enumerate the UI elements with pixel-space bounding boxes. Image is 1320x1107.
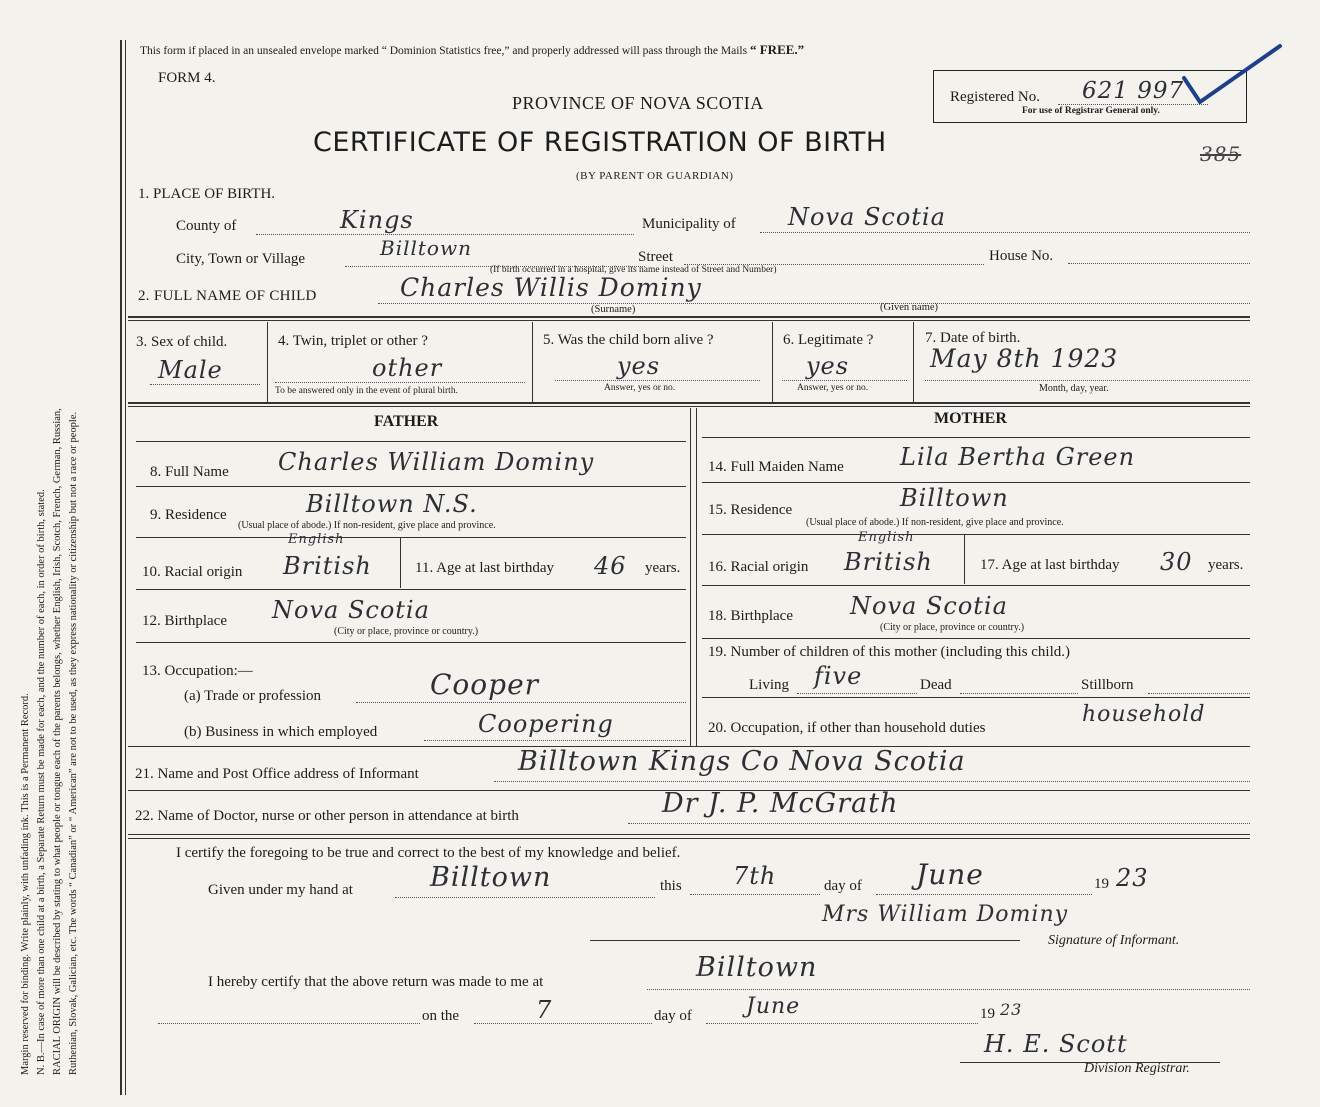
father-race-top: English xyxy=(288,532,345,547)
mother-age-label: 17. Age at last birthday xyxy=(980,557,1120,573)
rule-father-heading xyxy=(136,441,686,442)
mother-residence-label: 15. Residence xyxy=(708,502,793,518)
father-birthplace-note: (City or place, province or country.) xyxy=(334,626,479,637)
alive-value: yes xyxy=(617,352,661,380)
given-label: Given under my hand at xyxy=(208,882,353,898)
father-trade-value: Cooper xyxy=(430,668,540,701)
cert-this-label: this xyxy=(660,878,682,894)
father-birthplace-label: 12. Birthplace xyxy=(142,613,227,629)
father-race-label: 10. Racial origin xyxy=(142,564,243,580)
mother-dead-line xyxy=(960,693,1078,694)
city-value: Billtown xyxy=(380,236,472,260)
father-race-value: British xyxy=(283,552,372,580)
rule-mother-15 xyxy=(702,534,1250,535)
rule-father-8 xyxy=(136,486,686,487)
rule-mother-16 xyxy=(702,585,1250,586)
city-label: City, Town or Village xyxy=(176,251,306,267)
sex-line xyxy=(150,384,260,385)
cert-day-of-label: day of xyxy=(824,878,862,894)
father-residence-note: (Usual place of abode.) If non-resident, give place and province. xyxy=(238,520,496,531)
legitimate-value: yes xyxy=(806,352,850,380)
doctor-label: 22. Name of Doctor, nurse or other person in attendance at birth xyxy=(135,808,519,824)
mother-birthplace-note: (City or place, province or country.) xyxy=(880,622,1025,633)
child-name-line xyxy=(378,303,1250,304)
registrar-signature-label: Division Registrar. xyxy=(1084,1061,1190,1076)
registrar-statement: I hereby certify that the above return was made to me at xyxy=(208,974,544,990)
margin-note-line-4: Ruthenian, Slovak, Galician, etc. The words “ Canadian” or “ American” are not to be used, as they express nationality or citizenship but not a race or people. xyxy=(68,411,79,1075)
cert-year-prefix: 19 xyxy=(1094,876,1109,892)
mother-birthplace-value: Nova Scotia xyxy=(850,592,1008,620)
divider-5-6 xyxy=(772,322,773,402)
legitimate-label: 6. Legitimate ? xyxy=(783,332,874,348)
mother-living-line xyxy=(797,693,917,694)
twin-note: To be answered only in the event of plural birth. xyxy=(275,386,458,396)
mother-living-value: five xyxy=(814,662,863,690)
rule-mother-14 xyxy=(702,482,1250,483)
registered-number: 621 997 xyxy=(1082,78,1185,104)
father-name-value: Charles William Dominy xyxy=(278,448,595,476)
province-heading: PROVINCE OF NOVA SCOTIA xyxy=(512,93,764,113)
father-occupation-label: 13. Occupation:— xyxy=(142,663,253,679)
mother-age-value: 30 xyxy=(1160,548,1193,576)
doctor-value: Dr J. P. McGrath xyxy=(662,788,899,819)
mother-dead-label: Dead xyxy=(920,677,952,693)
mail-note-text: This form if placed in an unsealed envelope marked “ Dominion Statistics free,” and properly addressed will pass through the Mails xyxy=(140,45,748,57)
alive-note: Answer, yes or no. xyxy=(604,383,676,393)
informant-value: Billtown Kings Co Nova Scotia xyxy=(518,746,966,777)
mail-note-free: “ FREE.” xyxy=(749,42,805,57)
mother-race-label: 16. Racial origin xyxy=(708,559,809,575)
mother-residence-note: (Usual place of abode.) If non-resident, give place and province. xyxy=(806,517,1064,528)
mother-race-top: English xyxy=(858,530,915,545)
registrar-year-value: 23 xyxy=(1000,1000,1023,1019)
registrar-place-value: Billtown xyxy=(696,952,818,983)
mother-race-divider xyxy=(964,534,965,584)
cert-month-line xyxy=(876,894,1092,895)
margin-note-line-3: RACIAL ORIGIN will be described by stating to what people or tongue each of the parents belongs, whether English, Irish, Scotch, French, German, Russian, xyxy=(52,408,63,1075)
doctor-line xyxy=(628,823,1250,824)
registrar-note: For use of Registrar General only. xyxy=(1022,106,1160,116)
mail-note xyxy=(140,42,804,58)
registrar-signature: H. E. Scott xyxy=(984,1030,1128,1058)
rule-mother-18 xyxy=(702,638,1250,639)
alive-label: 5. Was the child born alive ? xyxy=(543,332,714,348)
divider-3-4 xyxy=(267,322,268,402)
rule-mother-19 xyxy=(702,697,1250,698)
rule-father-10 xyxy=(136,589,686,590)
dob-line xyxy=(925,380,1250,381)
legitimate-line xyxy=(782,380,907,381)
hospital-note: (If birth occurred in a hospital, give its name instead of Street and Number) xyxy=(490,265,777,275)
rule-father-12 xyxy=(136,642,686,643)
divider-6-7 xyxy=(913,322,914,402)
mother-name-label: 14. Full Maiden Name xyxy=(708,459,844,475)
rule-1 xyxy=(128,316,1250,318)
father-business-value: Coopering xyxy=(478,710,614,738)
cert-year-value: 23 xyxy=(1116,864,1149,892)
child-name-value: Charles Willis Dominy xyxy=(400,273,702,302)
divider-4-5 xyxy=(532,322,533,402)
page-subtitle: (BY PARENT OR GUARDIAN) xyxy=(576,170,734,182)
informant-line xyxy=(494,781,1250,782)
mother-birthplace-label: 18. Birthplace xyxy=(708,608,793,624)
twin-label: 4. Twin, triplet or other ? xyxy=(278,333,428,349)
binding-margin-rule xyxy=(120,40,122,1095)
father-business-line xyxy=(424,740,686,741)
rule-father-9 xyxy=(136,537,686,538)
mother-occupation-value: household xyxy=(1082,702,1206,727)
dob-value: May 8th 1923 xyxy=(930,344,1119,373)
father-trade-line xyxy=(356,702,686,703)
margin-note-line-1: Margin reserved for binding. Write plainly, with unfading ink. This is a Permanent Record. xyxy=(20,693,31,1075)
twin-line xyxy=(275,382,525,383)
registrar-month-line xyxy=(706,1023,978,1024)
registrar-lead-line xyxy=(158,1023,420,1024)
blue-check-mark-icon xyxy=(1180,40,1290,110)
registrar-place-line xyxy=(647,989,1250,990)
father-trade-label: (a) Trade or profession xyxy=(184,688,322,704)
parents-divider-b xyxy=(696,408,697,746)
father-name-label: 8. Full Name xyxy=(150,464,229,480)
rule-5 xyxy=(128,834,1250,835)
cert-day-value: 7th xyxy=(733,862,777,890)
margin-note-line-2: N. B.—In case of more than one child at a birth, a Separate Return must be made for each, and the number of each, in order of birth, stated. xyxy=(36,489,47,1075)
cert-month-value: June xyxy=(916,858,984,891)
given-place-value: Billtown xyxy=(430,862,552,893)
given-name-note: (Given name) xyxy=(880,302,939,313)
municipality-label: Municipality of xyxy=(642,216,736,232)
informant-signature-line xyxy=(590,940,1020,941)
father-residence-label: 9. Residence xyxy=(150,507,227,523)
rule-2 xyxy=(128,402,1250,404)
father-heading: FATHER xyxy=(374,413,439,430)
stamp-number: 385 xyxy=(1200,142,1242,166)
mother-stillborn-line xyxy=(1148,693,1250,694)
given-place-line xyxy=(395,897,655,898)
registered-label: Registered No. xyxy=(950,89,1040,105)
mother-name-value: Lila Bertha Green xyxy=(900,443,1136,471)
mother-age-unit: years. xyxy=(1208,557,1244,573)
registrar-on-the-label: on the xyxy=(422,1008,460,1024)
twin-value: other xyxy=(372,354,443,382)
mother-living-label: Living xyxy=(749,677,789,693)
mother-residence-value: Billtown xyxy=(900,484,1009,512)
dob-note: Month, day, year. xyxy=(1039,383,1109,394)
certification-statement: I certify the foregoing to be true and correct to the best of my knowledge and belief. xyxy=(176,845,681,861)
county-line xyxy=(256,234,634,235)
registrar-day-of-label: day of xyxy=(654,1008,692,1024)
rule-mother-heading xyxy=(702,437,1250,438)
mother-race-value: British xyxy=(844,548,933,576)
page-title: CERTIFICATE OF REGISTRATION OF BIRTH xyxy=(313,127,887,158)
mother-stillborn-label: Stillborn xyxy=(1081,677,1134,693)
father-race-divider xyxy=(400,538,401,588)
county-label: County of xyxy=(176,218,237,234)
margin-notes xyxy=(18,75,84,1075)
dob-label: 7. Date of birth. xyxy=(925,330,1021,346)
surname-note: (Surname) xyxy=(591,304,636,315)
rule-5b xyxy=(128,838,1250,839)
house-no-line xyxy=(1068,263,1250,264)
sex-label: 3. Sex of child. xyxy=(136,334,228,350)
rule-2b xyxy=(128,406,1250,407)
parents-divider xyxy=(690,408,691,746)
father-age-label: 11. Age at last birthday xyxy=(415,560,554,576)
house-no-label: House No. xyxy=(989,248,1054,264)
form-number: FORM 4. xyxy=(158,70,216,86)
registrar-year-prefix: 19 xyxy=(980,1006,995,1022)
father-age-unit: years. xyxy=(645,560,681,576)
place-of-birth-heading: 1. PLACE OF BIRTH. xyxy=(138,186,276,202)
street-label: Street xyxy=(638,249,673,265)
informant-signature: Mrs William Dominy xyxy=(822,902,1069,927)
informant-signature-label: Signature of Informant. xyxy=(1048,933,1180,948)
municipality-line xyxy=(760,232,1250,233)
county-value: Kings xyxy=(340,206,414,234)
registrar-day-line xyxy=(474,1023,652,1024)
mother-occupation-label: 20. Occupation, if other than household duties xyxy=(708,720,986,736)
sex-value: Male xyxy=(158,356,223,384)
father-birthplace-value: Nova Scotia xyxy=(272,596,430,624)
registrar-day-value: 7 xyxy=(536,996,553,1024)
father-business-label: (b) Business in which employed xyxy=(184,724,378,740)
alive-line xyxy=(555,380,760,381)
binding-margin-rule-inner xyxy=(125,40,126,1095)
father-age-value: 46 xyxy=(594,552,627,580)
municipality-value: Nova Scotia xyxy=(788,203,946,231)
cert-day-line xyxy=(690,894,820,895)
child-name-label: 2. FULL NAME OF CHILD xyxy=(138,288,317,304)
father-residence-value: Billtown N.S. xyxy=(306,490,478,518)
rule-1b xyxy=(128,320,1250,321)
mother-heading: MOTHER xyxy=(934,410,1007,427)
informant-label: 21. Name and Post Office address of Informant xyxy=(135,766,419,782)
mother-children-label: 19. Number of children of this mother (including this child.) xyxy=(708,644,1071,660)
registrar-month-value: June xyxy=(746,994,801,1019)
legitimate-note: Answer, yes or no. xyxy=(797,383,869,393)
